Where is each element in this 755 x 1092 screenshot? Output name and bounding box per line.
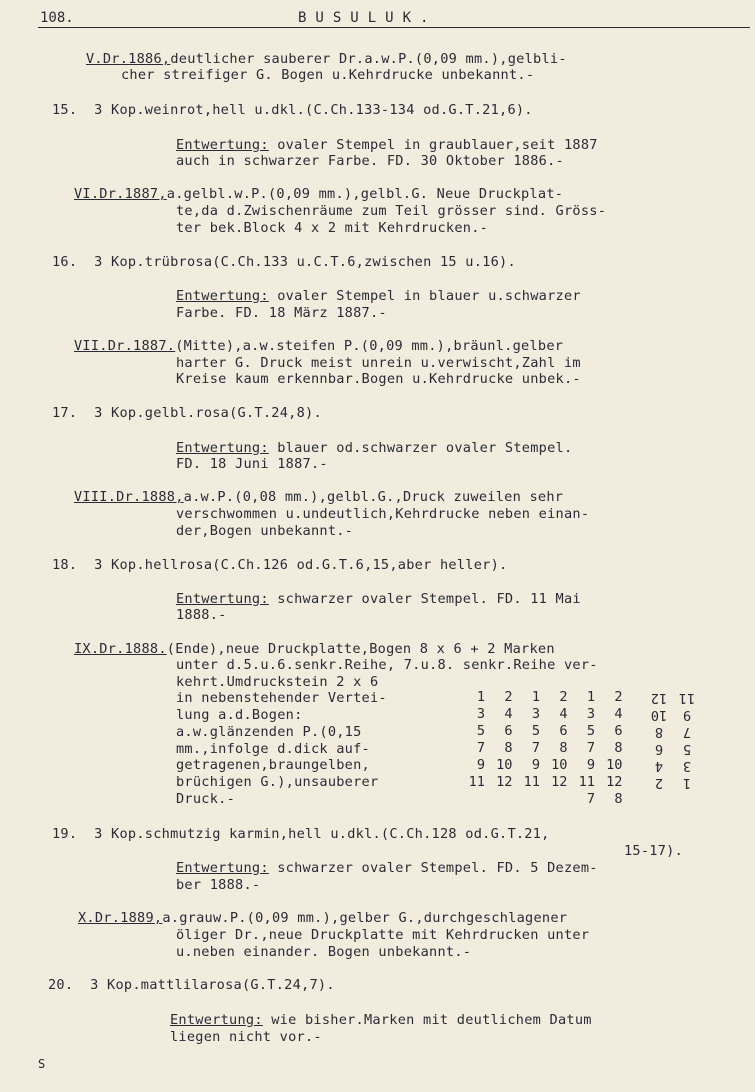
inverted-cell: 1	[682, 775, 692, 791]
grid-cell: 3	[586, 706, 595, 722]
grid-cell: 8	[559, 740, 568, 756]
grid-cell: 6	[504, 723, 513, 739]
inverted-cell: 12	[650, 690, 668, 706]
grid-cell: 6	[614, 723, 623, 739]
grid-cell: 11	[578, 774, 595, 790]
page-number: 108.	[40, 10, 74, 26]
grid-cell: 12	[606, 774, 623, 790]
grid-row	[465, 689, 641, 706]
text-line	[176, 860, 598, 877]
grid-row	[465, 723, 641, 740]
underlined-heading: VII.Dr.1887.	[74, 338, 176, 354]
underlined-heading: Entwertung:	[176, 440, 269, 456]
grid-cell: 3	[476, 706, 485, 722]
text-line: 15. 3 Kop.weinrot,hell u.dkl.(C.Ch.133-134 od.G.T.21,6).	[52, 102, 533, 118]
underlined-heading: IX.Dr.1888.	[74, 641, 167, 657]
underlined-heading: Entwertung:	[170, 1012, 263, 1028]
grid-cell: 10	[496, 757, 513, 773]
grid-cell: 11	[468, 774, 485, 790]
underlined-heading: X.Dr.1889,	[78, 910, 163, 926]
text-line: harter G. Druck meist unrein u.verwischt,Zahl im	[176, 355, 581, 371]
text-line: getragenen,braungelben,	[176, 757, 370, 773]
text-line	[78, 910, 567, 927]
underlined-heading: Entwertung:	[176, 137, 269, 153]
text-line: der,Bogen unbekannt.-	[176, 523, 354, 539]
grid-cell: 6	[559, 723, 568, 739]
text-line	[176, 440, 572, 457]
grid-cell: 4	[504, 706, 513, 722]
grid-cell: 4	[559, 706, 568, 722]
underlined-heading: Entwertung:	[176, 591, 269, 607]
grid-cell: 5	[586, 723, 595, 739]
grid-cell: 2	[614, 689, 623, 705]
grid-cell: 9	[476, 757, 485, 773]
text-line: 16. 3 Kop.trübrosa(C.Ch.133 u.C.T.6,zwischen 15 u.16).	[52, 254, 516, 270]
underlined-heading: VI.Dr.1887,	[74, 186, 167, 202]
inverted-cell: 2	[654, 775, 664, 791]
underlined-heading: VIII.Dr.1888,	[74, 489, 184, 505]
grid-cell: 8	[614, 740, 623, 756]
grid-row	[465, 791, 641, 808]
text-line: a.w.glänzenden P.(0,15	[176, 724, 362, 740]
header-rule	[38, 27, 750, 28]
text-line: liegen nicht vor.-	[170, 1029, 322, 1045]
text-line: mm.,infolge d.dick auf-	[176, 741, 370, 757]
grid-cell: 2	[504, 689, 513, 705]
grid-row	[465, 706, 641, 723]
text-line: Druck.-	[176, 791, 236, 807]
text-line	[176, 591, 581, 608]
line-rest: blauer od.schwarzer ovaler Stempel.	[268, 440, 573, 456]
inverted-cell: 10	[650, 707, 668, 723]
grid-cell: 12	[551, 774, 568, 790]
inverted-cell: 11	[678, 690, 696, 706]
text-line	[176, 288, 581, 305]
text-line: lung a.d.Bogen:	[176, 707, 303, 723]
text-line: brüchigen G.),unsauberer	[176, 774, 379, 790]
grid-cell: 1	[531, 689, 540, 705]
text-line: kehrt.Umdruckstein 2 x 6	[176, 674, 379, 690]
line-rest: a.w.P.(0,08 mm.),gelbl.G.,Druck zuweilen sehr	[183, 489, 564, 505]
footer-mark: S	[38, 1057, 46, 1071]
text-line: unter d.5.u.6.senkr.Reihe, 7.u.8. senkr.Reihe ver-	[176, 657, 598, 673]
text-line	[74, 338, 563, 355]
text-line	[74, 641, 555, 658]
text-line	[170, 1012, 592, 1029]
text-line: öliger Dr.,neue Druckplatte mit Kehrdrucken unter	[176, 927, 590, 943]
text-line: Kreise kaum erkennbar.Bogen u.Kehrdrucke unbek.-	[176, 371, 581, 387]
text-line	[86, 51, 567, 68]
inverted-cell: 8	[654, 724, 664, 740]
text-line: Farbe. FD. 18 März 1887.-	[176, 305, 387, 321]
grid-row	[465, 740, 641, 757]
grid-cell: 12	[496, 774, 513, 790]
text-line: 1888.-	[176, 607, 227, 623]
text-line: verschwommen u.undeutlich,Kehrdrucke neben einan-	[176, 506, 590, 522]
grid-cell: 7	[531, 740, 540, 756]
grid-cell: 7	[586, 740, 595, 756]
grid-cell: 7	[586, 791, 595, 807]
grid-cell: 3	[531, 706, 540, 722]
grid-cell: 7	[476, 740, 485, 756]
text-line: 20. 3 Kop.mattlilarosa(G.T.24,7).	[48, 977, 335, 993]
text-line: 18. 3 Kop.hellrosa(C.Ch.126 od.G.T.6,15,aber heller).	[52, 557, 508, 573]
underlined-heading: V.Dr.1886,	[86, 51, 171, 67]
grid-cell: 5	[476, 723, 485, 739]
line-rest: a.gelbl.w.P.(0,09 mm.),gelbl.G. Neue Druckplat-	[166, 186, 564, 202]
inverted-cell: 4	[654, 758, 664, 774]
line-rest: deutlicher sauberer Dr.a.w.P.(0,09 mm.),gelbli-	[170, 51, 567, 67]
inverted-cell: 9	[682, 707, 692, 723]
inverted-cell: 3	[682, 758, 692, 774]
inverted-cell: 7	[682, 724, 692, 740]
text-line: auch in schwarzer Farbe. FD. 30 Oktober 1886.-	[176, 153, 564, 169]
grid-cell: 10	[551, 757, 568, 773]
grid-cell: 10	[606, 757, 623, 773]
text-line: in nebenstehender Vertei-	[176, 690, 387, 706]
text-line: 17. 3 Kop.gelbl.rosa(G.T.24,8).	[52, 405, 322, 421]
text-line: ter bek.Block 4 x 2 mit Kehrdrucken.-	[176, 220, 489, 236]
grid-cell: 4	[614, 706, 623, 722]
line-rest: schwarzer ovaler Stempel. FD. 5 Dezem-	[268, 860, 598, 876]
page-title: BUSULUK.	[298, 10, 438, 26]
line-rest: schwarzer ovaler Stempel. FD. 11 Mai	[268, 591, 581, 607]
line-rest: a.grauw.P.(0,09 mm.),gelber G.,durchgeschlagener	[162, 910, 568, 926]
text-line	[74, 186, 563, 203]
underlined-heading: Entwertung:	[176, 288, 269, 304]
grid-cell: 1	[586, 689, 595, 705]
text-line: FD. 18 Juni 1887.-	[176, 456, 328, 472]
text-line: 15-17).	[624, 843, 684, 859]
grid-cell: 9	[531, 757, 540, 773]
grid-cell: 2	[559, 689, 568, 705]
text-line	[176, 137, 598, 154]
text-line: cher streifiger G. Bogen u.Kehrdrucke unbekannt.-	[121, 67, 535, 83]
inverted-cell: 5	[682, 741, 692, 757]
grid-cell: 1	[476, 689, 485, 705]
grid-row	[465, 774, 641, 791]
grid-cell: 8	[614, 791, 623, 807]
text-line	[74, 489, 563, 506]
line-rest: (Mitte),a.w.steifen P.(0,09 mm.),bräunl.gelber	[175, 338, 564, 354]
text-line: ber 1888.-	[176, 877, 261, 893]
grid-cell: 9	[586, 757, 595, 773]
text-line: te,da d.Zwischenräume zum Teil grösser sind. Gröss-	[176, 203, 607, 219]
line-rest: wie bisher.Marken mit deutlichem Datum	[262, 1012, 592, 1028]
grid-cell: 8	[504, 740, 513, 756]
line-rest: (Ende),neue Druckplatte,Bogen 8 x 6 + 2 Marken	[166, 641, 555, 657]
inverted-cell: 6	[654, 741, 664, 757]
text-line: 19. 3 Kop.schmutzig karmin,hell u.dkl.(C.Ch.128 od.G.T.21,	[52, 826, 550, 842]
grid-cell: 11	[523, 774, 540, 790]
text-line: u.neben einander. Bogen unbekannt.-	[176, 944, 472, 960]
grid-cell: 5	[531, 723, 540, 739]
line-rest: ovaler Stempel in graublauer,seit 1887	[268, 137, 598, 153]
line-rest: ovaler Stempel in blauer u.schwarzer	[268, 288, 581, 304]
grid-row	[465, 757, 641, 774]
underlined-heading: Entwertung:	[176, 860, 269, 876]
